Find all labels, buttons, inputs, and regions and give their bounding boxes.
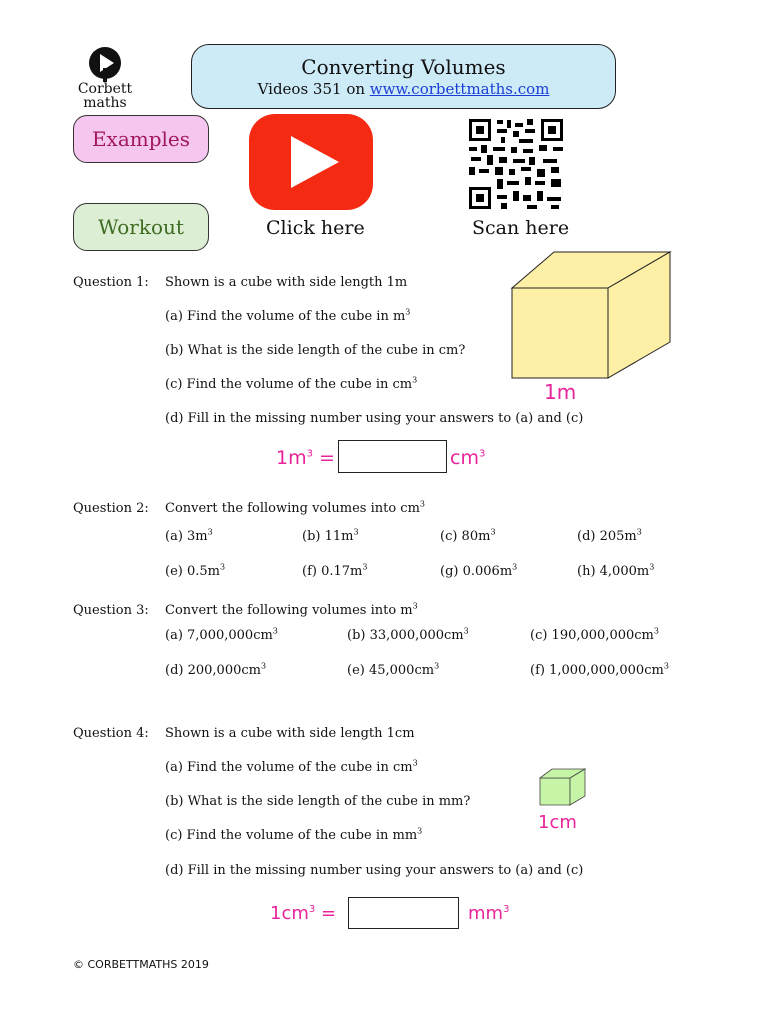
q4-answer-box[interactable] xyxy=(348,897,459,929)
q3-item: (d) $200,000cm^3$ xyxy=(165,661,267,678)
q1-equation-right: $cm^3$ xyxy=(450,447,486,469)
youtube-play-icon[interactable] xyxy=(249,114,373,210)
q3-item: (a) $7,000,000cm^3$ xyxy=(165,626,278,643)
logo-icon xyxy=(88,46,122,82)
q2-item: (a) $3m^3$ xyxy=(165,527,213,544)
q2-label: Question 2: xyxy=(73,501,149,516)
videos-line xyxy=(192,80,615,98)
q1-part-b: (b) What is the side length of the cube in cm? xyxy=(165,343,466,358)
corbett-logo xyxy=(74,46,136,112)
copyright-footer: © CORBETTMATHS 2019 xyxy=(73,958,209,971)
q3-prompt: Convert the following volumes into $m^3$ xyxy=(165,601,418,618)
logo-text-line2: maths xyxy=(83,95,127,111)
q2-item: (h) $4,000m^3$ xyxy=(577,562,655,579)
q4-cube-label: 1cm xyxy=(538,812,577,833)
click-here-caption: Click here xyxy=(266,217,365,239)
q4-part-d: (d) Fill in the missing number using your answers to (a) and (c) xyxy=(165,863,584,878)
q3-item: (b) $33,000,000cm^3$ xyxy=(347,626,469,643)
q4-part-a: (a) Find the volume of the cube in $cm^3$ xyxy=(165,758,418,775)
q2-item: (c) $80m^3$ xyxy=(440,527,496,544)
q2-item: (d) $205m^3$ xyxy=(577,527,642,544)
q4-part-c: (c) Find the volume of the cube in $mm^3$ xyxy=(165,826,423,843)
website-link[interactable]: www.corbettmaths.com xyxy=(369,80,550,98)
title-box xyxy=(191,44,616,109)
q3-item: (e) $45,000cm^3$ xyxy=(347,661,440,678)
q1-label: Question 1: xyxy=(73,275,149,290)
q1-answer-box[interactable] xyxy=(338,440,447,473)
q1-prompt: Shown is a cube with side length 1m xyxy=(165,275,408,290)
q1-part-c: (c) Find the volume of the cube in $cm^3$ xyxy=(165,375,418,392)
small-cube-diagram xyxy=(539,768,587,806)
q3-item: (f) $1,000,000,000cm^3$ xyxy=(530,661,669,678)
q3-label: Question 3: xyxy=(73,603,149,618)
q1-equation-left: $1m^3$ = xyxy=(276,447,335,469)
q3-item: (c) $190,000,000cm^3$ xyxy=(530,626,659,643)
q1-cube-label: 1m xyxy=(544,380,577,404)
scan-here-caption: Scan here xyxy=(472,217,570,239)
videos-prefix: Videos 351 on xyxy=(257,80,366,98)
qr-code-icon[interactable] xyxy=(467,117,565,211)
q2-item: (e) $0.5m^3$ xyxy=(165,562,226,579)
q2-item: (b) $11m^3$ xyxy=(302,527,359,544)
q1-part-d: (d) Fill in the missing number using your answers to (a) and (c) xyxy=(165,411,584,426)
large-cube-diagram xyxy=(510,250,672,380)
q2-item: (g) $0.006m^3$ xyxy=(440,562,518,579)
q1-part-a: (a) Find the volume of the cube in $m^3$ xyxy=(165,307,411,324)
page-title: Converting Volumes xyxy=(301,55,506,79)
examples-button[interactable]: Examples xyxy=(73,115,209,163)
q4-part-b: (b) What is the side length of the cube in mm? xyxy=(165,794,471,809)
q4-prompt: Shown is a cube with side length 1cm xyxy=(165,726,415,741)
q4-equation-right: $mm^3$ xyxy=(468,903,510,924)
q4-label: Question 4: xyxy=(73,726,149,741)
q2-prompt: Convert the following volumes into $cm^3$ xyxy=(165,499,426,516)
q2-item: (f) $0.17m^3$ xyxy=(302,562,368,579)
q4-equation-left: $1cm^3$ = xyxy=(270,903,337,924)
workout-button[interactable]: Workout xyxy=(73,203,209,251)
logo-text-line1: Corbett xyxy=(77,81,133,97)
